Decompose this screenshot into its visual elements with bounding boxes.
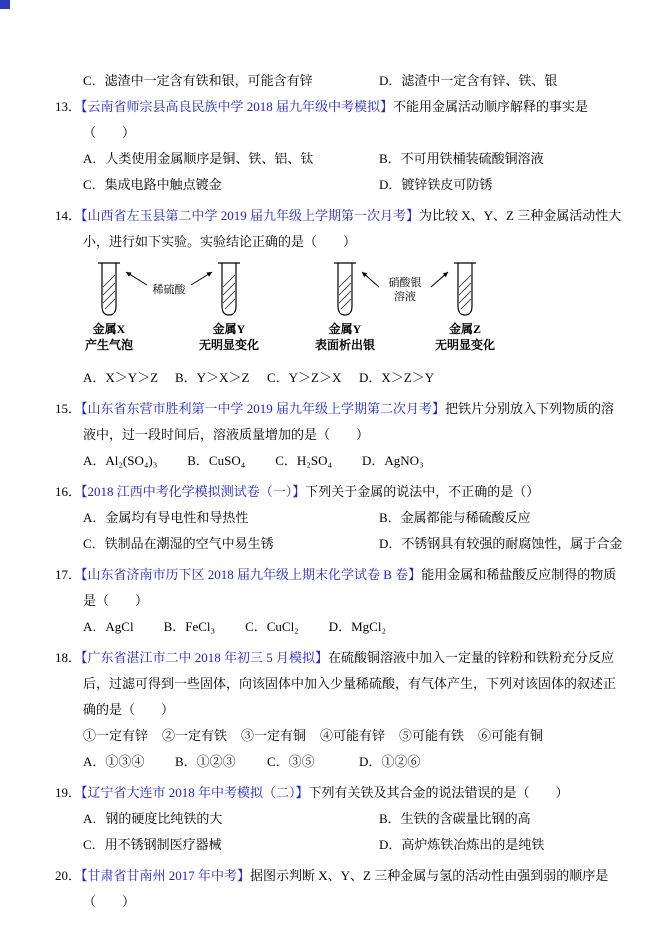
option-a: A．AgCl	[83, 619, 134, 634]
corner-marker	[0, 0, 10, 9]
options-row	[55, 505, 627, 531]
question-source: 【2018 江西中考化学模拟测试卷（一）】	[81, 484, 306, 499]
option-c: C．集成电路中触点镀金	[83, 177, 222, 192]
option-d: D．X＞Z＞Y	[359, 370, 435, 385]
tube-caption: 金属Y	[328, 322, 362, 336]
question-19	[55, 780, 627, 858]
test-tube-icon	[454, 263, 476, 315]
statement-4: ④可能有锌	[320, 728, 386, 743]
experiment-diagram	[55, 259, 627, 363]
question-number: 17．	[55, 567, 82, 582]
option-a: A．①③④	[83, 754, 145, 769]
question-stem-cont	[55, 120, 627, 146]
statements-row	[55, 723, 627, 749]
statement-3: ③一定有铜	[241, 728, 307, 743]
question-head	[55, 203, 627, 255]
question-stem: 下列关于金属的说法中，不正确的是（）	[305, 484, 540, 499]
tube-caption: 金属Y	[212, 322, 246, 336]
statement-5: ⑤可能有铁	[399, 728, 465, 743]
question-source: 【云南省师宗县高良民族中学 2018 届九年级中考模拟】	[81, 99, 394, 114]
option-a: A．钢的硬度比纯铁的大	[83, 811, 223, 826]
option-b: B．①②③	[175, 754, 236, 769]
tube-caption: 无明显变化	[434, 338, 496, 352]
question-head	[55, 645, 627, 723]
statement-6: ⑥可能有铜	[478, 728, 544, 743]
question-number: 20．	[55, 868, 82, 883]
question-source: 【山东省东营市胜利第一中学 2019 届九年级上学期第二次月考】	[81, 401, 446, 416]
tube-caption: 无明显变化	[198, 338, 260, 352]
option-d: D．镀锌铁皮可防锈	[379, 177, 493, 192]
question-20	[55, 863, 627, 915]
question-stem: 能用金属和稀盐酸反应制得的物质是（ ）	[83, 567, 617, 608]
option-c: C．滤渣中一定含有铁和银，可能含有锌	[83, 73, 313, 88]
option-c: C．CuCl₂	[245, 619, 299, 634]
question-head	[55, 863, 627, 915]
reagent-label: 硝酸银	[388, 277, 422, 289]
option-b: B．FeCl₃	[163, 619, 216, 634]
options-row	[55, 172, 627, 198]
question-head	[55, 780, 627, 806]
question-stem: 下列有关铁及其合金的说法错误的是（ ）	[308, 785, 569, 800]
question-stem: 在硫酸铜溶液中加入一定量的锌粉和铁粉充分反应后，过滤可得到一些固体，向该固体中加入少量稀硫酸，有气体产生，下列对该固体的叙述正确的是（ ）	[83, 650, 617, 717]
option-b: B．生铁的含碳量比钢的高	[379, 811, 531, 826]
question-source: 【山东省济南市历下区 2018 届九年级上期末化学试卷 B 卷】	[81, 567, 422, 582]
option-b: B．CuSO₄	[187, 453, 246, 468]
option-b: B．金属都能与稀硫酸反应	[379, 510, 531, 525]
question-14	[55, 203, 627, 391]
statement-2: ②一定有铁	[162, 728, 228, 743]
option-c: C．H₂SO₄	[275, 453, 333, 468]
question-stem: 为比较 X、Y、Z 三种金属活动性大小，进行如下实验。实验结论正确的是（ ）	[83, 208, 622, 249]
test-tube-icon	[334, 263, 356, 315]
options-row	[55, 749, 627, 775]
question-number: 19．	[55, 785, 82, 800]
option-a: A．人类使用金属顺序是铜、铁、铝、钛	[83, 151, 314, 166]
option-a: A．X＞Y＞Z	[83, 370, 159, 385]
option-a: A．金属均有导电性和导热性	[83, 510, 249, 525]
reagent-label: 稀硫酸	[152, 284, 186, 296]
carryover-options	[55, 68, 627, 94]
option-c: C．③⑤	[267, 754, 315, 769]
option-b: B．不可用铁桶装硫酸铜溶液	[379, 151, 544, 166]
option-d: D．MgCl₂	[328, 619, 386, 634]
question-18	[55, 645, 627, 775]
arrow-icon	[431, 272, 448, 287]
answer-blank: （ ）	[83, 125, 136, 140]
tube-caption: 金属X	[92, 322, 126, 336]
question-source: 【甘肃省甘南州 2017 年中考】	[81, 868, 251, 883]
option-d: D．高炉炼铁冶炼出的是纯铁	[379, 837, 545, 852]
question-number: 15．	[55, 401, 82, 416]
option-c: C．铁制品在潮湿的空气中易生锈	[83, 536, 274, 551]
option-d: D．AgNO₃	[362, 453, 424, 468]
tube-caption: 产生气泡	[84, 338, 134, 352]
tube-caption: 表面析出银	[315, 338, 376, 352]
option-c: C．Y＞Z＞X	[267, 370, 342, 385]
option-c: C．用不锈钢制医疗器械	[83, 837, 222, 852]
options-row	[55, 146, 627, 172]
option-d: D．滤渣中一定含有锌、铁、银	[379, 73, 558, 88]
question-17	[55, 562, 627, 640]
question-head	[55, 396, 627, 448]
statement-1: ①一定有锌	[83, 728, 149, 743]
question-number: 13．	[55, 99, 82, 114]
reagent-label: 溶液	[394, 291, 416, 303]
question-source: 【广东省湛江市二中 2018 年初三 5 月模拟】	[81, 650, 329, 665]
question-head	[55, 479, 627, 505]
tube-caption: 金属Z	[448, 322, 482, 336]
options-row	[55, 365, 627, 391]
options-row	[55, 448, 627, 474]
question-head	[55, 94, 627, 120]
option-a: A．Al₂(SO₄)₃	[83, 453, 158, 468]
options-row	[55, 806, 627, 832]
option-d: D．不锈钢具有较强的耐腐蚀性，属于合金	[379, 536, 623, 551]
options-row	[55, 614, 627, 640]
question-source: 【辽宁省大连市 2018 年中考模拟（二）】	[81, 785, 309, 800]
silver-nitrate-test-diagram	[315, 259, 515, 363]
question-stem: 据图示判断 X、Y、Z 三种金属与氢的活动性由强到弱的顺序是（ ）	[83, 868, 609, 909]
acid-test-diagram	[79, 259, 279, 363]
question-number: 16．	[55, 484, 82, 499]
test-tube-icon	[98, 263, 120, 315]
question-stem: 不能用金属活动顺序解释的事实是	[393, 99, 589, 114]
question-16	[55, 479, 627, 557]
options-row	[55, 531, 627, 557]
question-15	[55, 396, 627, 474]
arrow-icon	[191, 272, 212, 285]
arrow-icon	[126, 272, 147, 285]
options-row	[55, 832, 627, 858]
test-tube-icon	[218, 263, 240, 315]
option-d: D．①②⑥	[359, 754, 421, 769]
question-head	[55, 562, 627, 614]
question-source: 【山西省左玉县第二中学 2019 届九年级上学期第一次月考】	[81, 208, 420, 223]
question-number: 18．	[55, 650, 82, 665]
question-stem: 把铁片分别放入下列物质的溶液中，过一段时间后，溶液质量增加的是（ ）	[83, 401, 615, 442]
arrow-icon	[362, 272, 379, 287]
option-b: B．Y＞X＞Z	[175, 370, 250, 385]
question-13	[55, 94, 627, 198]
question-number: 14．	[55, 208, 82, 223]
